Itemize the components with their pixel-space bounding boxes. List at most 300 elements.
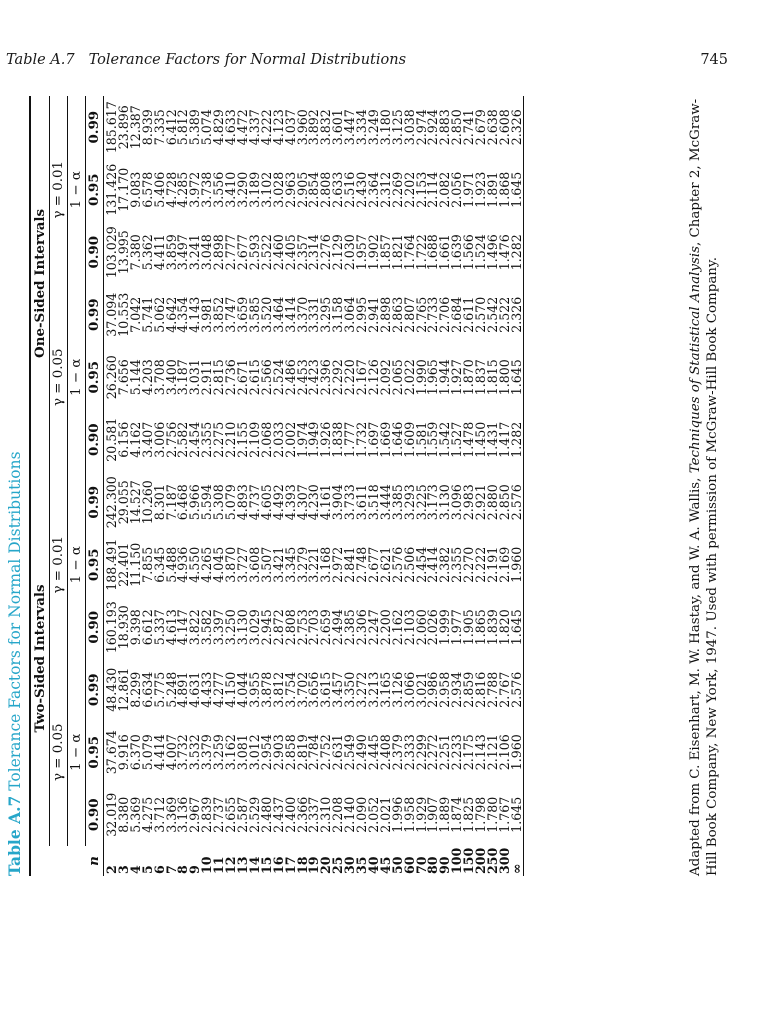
value-cell: 1.431 [485, 421, 500, 458]
value-cell: 26.260 [104, 355, 119, 400]
row-n-cell: 9 [187, 865, 203, 874]
value-cell: 1.929 [413, 796, 429, 833]
value-cell: 2.963 [282, 171, 298, 208]
value-cell: 3.293 [401, 484, 417, 521]
value-cell: 4.550 [187, 546, 203, 583]
value-cell: 4.275 [139, 796, 155, 833]
tolerance-factors-table [29, 96, 524, 876]
value-cell: 1.821 [389, 234, 405, 271]
value-cell: 3.064 [342, 296, 358, 333]
value-cell: 1.996 [389, 796, 405, 833]
value-cell: 2.292 [330, 359, 346, 396]
value-cell: 2.671 [234, 359, 250, 396]
value-cell: 3.421 [270, 546, 286, 583]
value-cell: 4.044 [234, 671, 250, 708]
value-cell: 1.527 [449, 421, 465, 458]
value-cell: 1.820 [496, 609, 512, 646]
value-cell: 2.631 [330, 734, 346, 771]
value-cell: 4.642 [163, 296, 179, 333]
value-cell: 13.995 [115, 230, 131, 275]
value-cell: 2.522 [496, 296, 512, 333]
value-cell: 3.021 [413, 671, 429, 708]
value-cell: 4.037 [282, 109, 298, 146]
value-cell: 2.175 [461, 734, 477, 771]
value-cell: 8.301 [151, 484, 167, 521]
value-cell: 5.248 [163, 671, 179, 708]
value-cell: 2.736 [223, 359, 239, 396]
value-cell: 11.150 [127, 542, 143, 587]
value-cell: 2.251 [437, 734, 453, 771]
value-cell: 2.677 [365, 546, 381, 583]
value-cell: 2.995 [354, 296, 370, 333]
value-cell: 2.608 [496, 109, 512, 146]
value-cell: 4.613 [163, 609, 179, 646]
value-cell: 2.454 [187, 421, 203, 458]
value-cell: 3.031 [187, 359, 203, 396]
row-n-cell: 3 [115, 865, 131, 874]
value-cell: 2.355 [199, 421, 215, 458]
value-cell: 2.026 [425, 609, 441, 646]
value-cell: 4.393 [282, 484, 298, 521]
row-n-cell: 300 [496, 847, 512, 874]
value-cell: 1.697 [365, 421, 381, 458]
value-cell: 3.189 [246, 171, 262, 208]
value-cell: 2.516 [342, 171, 358, 208]
value-cell: 2.270 [461, 546, 477, 583]
header-level: 0.90 [86, 221, 104, 284]
value-cell: 2.756 [163, 421, 179, 458]
value-cell: 2.494 [330, 609, 346, 646]
value-cell: 2.121 [485, 734, 500, 771]
value-cell: 2.060 [413, 609, 429, 646]
value-cell: 3.832 [318, 109, 334, 146]
value-cell: 1.764 [401, 234, 417, 271]
value-cell: 7.855 [139, 546, 155, 583]
value-cell: 3.892 [306, 109, 322, 146]
header-two-sided: Two-Sided Intervals [30, 471, 50, 846]
value-cell: 2.480 [258, 796, 274, 833]
value-cell: 2.414 [425, 546, 441, 583]
header-alpha-1: 1 − α [68, 659, 86, 847]
value-cell: 1.889 [437, 796, 453, 833]
value-cell: 2.529 [246, 796, 262, 833]
value-cell: 4.633 [223, 109, 239, 146]
value-cell: 2.767 [496, 671, 512, 708]
value-cell: 1.874 [449, 796, 465, 833]
value-cell: 9.398 [127, 609, 143, 646]
value-cell: 32.019 [104, 792, 119, 837]
value-cell: 3.334 [354, 109, 370, 146]
value-cell: 1.767 [496, 796, 512, 833]
value-cell: 3.012 [246, 734, 262, 771]
value-cell: 3.733 [342, 484, 358, 521]
value-cell: 2.941 [365, 296, 381, 333]
value-cell: 3.162 [223, 734, 239, 771]
value-cell: 2.460 [270, 234, 286, 271]
value-cell: 3.173 [425, 484, 441, 521]
value-cell: 3.400 [163, 359, 179, 396]
value-cell: 2.706 [437, 296, 453, 333]
value-cell: 2.863 [389, 296, 405, 333]
row-n-cell: 80 [425, 856, 441, 874]
row-n-cell: 16 [270, 856, 286, 874]
row-n-cell: 8 [175, 865, 191, 874]
value-cell: 1.646 [389, 421, 405, 458]
value-cell: 3.656 [306, 671, 322, 708]
value-cell: 2.326 [511, 96, 523, 159]
value-cell: 2.850 [496, 484, 512, 521]
header-level: 0.99 [86, 659, 104, 722]
value-cell: 3.397 [211, 609, 227, 646]
running-head-title: Tolerance Factors for Normal Distributions [88, 52, 407, 68]
value-cell: 2.576 [511, 471, 523, 534]
value-cell: 2.611 [461, 296, 477, 333]
header-two-sided-gamma-001: γ = 0.01 [50, 471, 68, 659]
header-row-groups [30, 96, 50, 876]
value-cell: 3.582 [199, 609, 215, 646]
value-cell: 2.129 [330, 234, 346, 271]
value-cell: 2.162 [389, 609, 405, 646]
row-n-cell: ∞ [511, 846, 523, 876]
value-cell: 1.496 [485, 234, 500, 271]
value-cell: 4.277 [211, 671, 227, 708]
header-level: 0.95 [86, 158, 104, 221]
value-cell: 131.426 [104, 163, 119, 216]
value-cell: 4.147 [175, 609, 191, 646]
header-level: 0.99 [86, 283, 104, 346]
value-cell: 2.169 [496, 546, 512, 583]
value-cell: 2.155 [234, 421, 250, 458]
header-one-sided: One-Sided Intervals [30, 96, 50, 471]
row-n-cell: 30 [342, 856, 358, 874]
value-cell: 2.741 [461, 109, 477, 146]
value-cell: 2.522 [258, 234, 274, 271]
value-cell: 1.960 [511, 534, 523, 597]
row-n-cell: 45 [377, 856, 393, 874]
value-cell: 3.738 [199, 171, 215, 208]
value-cell: 7.042 [127, 296, 143, 333]
value-cell: 2.924 [425, 109, 441, 146]
value-cell: 1.450 [473, 421, 489, 458]
row-n-cell: 35 [354, 856, 370, 874]
value-cell: 2.954 [258, 734, 274, 771]
value-cell: 3.727 [234, 546, 250, 583]
header-level: 0.99 [86, 96, 104, 159]
row-n-cell: 5 [139, 865, 155, 874]
value-cell: 3.279 [294, 546, 310, 583]
value-cell: 1.688 [425, 234, 441, 271]
value-cell: 3.225 [413, 484, 429, 521]
value-cell: 2.615 [246, 359, 262, 396]
value-cell: 1.923 [473, 171, 489, 208]
value-cell: 3.659 [234, 296, 250, 333]
value-cell: 4.829 [211, 109, 227, 146]
value-cell: 2.905 [294, 171, 310, 208]
value-cell: 2.167 [354, 359, 370, 396]
value-cell: 2.106 [496, 734, 512, 771]
value-cell: 3.125 [389, 109, 405, 146]
value-cell: 2.200 [377, 609, 393, 646]
value-cell: 5.369 [127, 796, 143, 833]
value-cell: 1.905 [461, 609, 477, 646]
value-cell: 6.345 [151, 546, 167, 583]
value-cell: 3.981 [199, 296, 215, 333]
value-cell: 1.798 [473, 796, 489, 833]
value-cell: 12.861 [115, 667, 131, 712]
value-cell: 2.679 [473, 109, 489, 146]
value-cell: 5.308 [211, 484, 227, 521]
value-cell: 2.816 [473, 671, 489, 708]
value-cell: 2.850 [449, 109, 465, 146]
value-cell: 2.737 [211, 796, 227, 833]
value-cell: 4.161 [318, 484, 334, 521]
value-cell: 2.210 [223, 421, 239, 458]
header-level: 0.99 [86, 471, 104, 534]
value-cell: 3.532 [187, 734, 203, 771]
value-cell: 2.784 [306, 734, 322, 771]
row-n-cell: 40 [365, 856, 381, 874]
value-cell: 2.911 [199, 359, 215, 396]
value-cell: 4.631 [187, 671, 203, 708]
row-n-cell: 50 [389, 856, 405, 874]
row-n-cell: 70 [413, 856, 429, 874]
value-cell: 185.617 [104, 101, 119, 154]
header-row-gamma [50, 96, 68, 876]
header-level: 0.95 [86, 346, 104, 409]
value-cell: 3.904 [330, 484, 346, 521]
value-cell: 2.233 [449, 734, 465, 771]
footnote-text-before: Adapted from C. Eisenhart, M. W. Hastay, and W. A. Wallis, [688, 473, 703, 876]
value-cell: 1.971 [461, 171, 477, 208]
value-cell: 2.385 [342, 609, 358, 646]
header-level: 0.95 [86, 721, 104, 784]
value-cell: 2.191 [485, 546, 500, 583]
header-level: 0.90 [86, 408, 104, 471]
value-cell: 1.944 [437, 359, 453, 396]
value-cell: 2.382 [437, 546, 453, 583]
value-cell: 2.222 [473, 546, 489, 583]
value-cell: 4.222 [258, 109, 274, 146]
value-cell: 3.259 [211, 734, 227, 771]
value-cell: 1.478 [461, 421, 477, 458]
value-cell: 2.453 [294, 359, 310, 396]
value-cell: 1.780 [485, 796, 500, 833]
value-cell: 3.972 [187, 171, 203, 208]
value-cell: 3.497 [175, 234, 191, 271]
table-caption[interactable] [5, 451, 25, 876]
running-head-left [6, 52, 406, 68]
row-n-cell: 7 [163, 865, 179, 874]
value-cell: 3.370 [294, 296, 310, 333]
value-cell: 2.103 [401, 609, 417, 646]
value-cell: 2.275 [211, 421, 227, 458]
value-cell: 3.130 [437, 484, 453, 521]
value-cell: 2.272 [425, 734, 441, 771]
value-cell: 3.290 [234, 171, 250, 208]
value-cell: 4.728 [163, 171, 179, 208]
value-cell: 2.333 [401, 734, 417, 771]
value-cell: 1.958 [401, 796, 417, 833]
value-cell: 2.807 [401, 296, 417, 333]
value-cell: 18.930 [115, 605, 131, 650]
value-cell: 2.437 [270, 796, 286, 833]
running-head-table-ref: Table A.7 [6, 52, 75, 68]
value-cell: 2.220 [342, 359, 358, 396]
value-cell: 3.006 [151, 421, 167, 458]
value-cell: 1.476 [496, 234, 512, 271]
value-cell: 2.002 [282, 421, 298, 458]
value-cell: 2.423 [306, 359, 322, 396]
value-cell: 1.902 [365, 234, 381, 271]
value-cell: 2.549 [342, 734, 358, 771]
value-cell: 2.312 [377, 171, 393, 208]
value-cell: 8.299 [127, 671, 143, 708]
value-cell: 1.645 [511, 158, 523, 221]
value-cell: 2.655 [223, 796, 239, 833]
value-cell: 8.939 [139, 109, 155, 146]
value-cell: 2.126 [365, 359, 381, 396]
value-cell: 2.299 [413, 734, 429, 771]
value-cell: 1.815 [485, 359, 500, 396]
value-cell: 9.083 [127, 171, 143, 208]
value-cell: 6.412 [163, 109, 179, 146]
value-cell: 4.230 [306, 484, 322, 521]
value-cell: 2.445 [365, 734, 381, 771]
value-cell: 29.055 [115, 480, 131, 525]
value-cell: 5.488 [163, 546, 179, 583]
row-n-cell: 60 [401, 856, 417, 874]
value-cell: 242.300 [104, 476, 119, 529]
value-cell: 2.986 [425, 671, 441, 708]
value-cell: 3.712 [151, 796, 167, 833]
value-cell: 2.114 [425, 171, 441, 208]
value-cell: 4.893 [234, 484, 250, 521]
value-cell: 2.068 [258, 421, 274, 458]
value-cell: 4.123 [270, 109, 286, 146]
value-cell: 5.062 [151, 296, 167, 333]
value-cell: 2.788 [485, 671, 500, 708]
value-cell: 2.819 [294, 734, 310, 771]
value-cell: 2.967 [187, 796, 203, 833]
value-cell: 5.389 [187, 109, 203, 146]
value-cell: 3.158 [330, 296, 346, 333]
value-cell: 7.380 [127, 234, 143, 271]
value-cell: 1.542 [437, 421, 453, 458]
header-level: 0.90 [86, 596, 104, 659]
value-cell: 2.400 [282, 796, 298, 833]
value-cell: 2.777 [223, 234, 239, 271]
footnote-source-title: Techniques of Statistical Analysis [688, 246, 703, 474]
value-cell: 1.639 [449, 234, 465, 271]
table-body [104, 96, 524, 876]
value-cell: 2.065 [389, 359, 405, 396]
value-cell: 1.907 [425, 796, 441, 833]
value-cell: 10.260 [139, 480, 155, 525]
value-cell: 2.808 [318, 171, 334, 208]
value-cell: 2.405 [282, 234, 298, 271]
value-cell: 2.898 [377, 296, 393, 333]
value-cell: 4.891 [175, 671, 191, 708]
value-cell: 3.702 [294, 671, 310, 708]
value-cell: 2.153 [413, 171, 429, 208]
value-cell: 3.126 [389, 671, 405, 708]
header-row-levels [86, 96, 104, 876]
value-cell: 2.109 [246, 421, 262, 458]
value-cell: 5.074 [199, 109, 215, 146]
value-cell: 6.634 [139, 671, 155, 708]
value-cell: 3.859 [163, 234, 179, 271]
value-cell: 3.168 [318, 546, 334, 583]
caption-label: Table A.7 [5, 795, 24, 876]
value-cell: 10.553 [115, 292, 131, 337]
value-cell: 2.659 [318, 609, 334, 646]
value-cell: 3.708 [151, 359, 167, 396]
value-cell: 5.966 [187, 484, 203, 521]
value-cell: 3.611 [354, 484, 370, 521]
value-cell: 3.180 [377, 109, 393, 146]
row-n-cell: 2 [104, 865, 119, 874]
value-cell: 12.387 [127, 105, 143, 150]
value-cell: 5.741 [139, 296, 155, 333]
value-cell: 2.366 [294, 796, 310, 833]
value-cell: 3.960 [294, 109, 310, 146]
row-n-cell: 25 [330, 856, 346, 874]
value-cell: 3.369 [163, 796, 179, 833]
value-cell: 3.464 [270, 296, 286, 333]
value-cell: 2.566 [258, 359, 274, 396]
row-n-cell: 200 [473, 847, 489, 874]
value-cell: 2.972 [330, 546, 346, 583]
value-cell: 2.587 [234, 796, 250, 833]
value-cell: 1.837 [473, 359, 489, 396]
value-cell: 2.524 [270, 359, 286, 396]
value-cell: 2.808 [282, 609, 298, 646]
value-cell: 1.927 [449, 359, 465, 396]
value-cell: 2.903 [270, 734, 286, 771]
row-n-cell: 6 [151, 865, 167, 874]
value-cell: 5.079 [223, 484, 239, 521]
table-footnote [687, 96, 721, 876]
value-cell: 4.433 [199, 671, 215, 708]
value-cell: 4.411 [151, 234, 167, 271]
value-cell: 2.570 [473, 296, 489, 333]
value-cell: 3.601 [330, 109, 346, 146]
value-cell: 4.045 [211, 546, 227, 583]
row-n-cell: 20 [318, 856, 334, 874]
value-cell: 37.674 [104, 730, 119, 775]
value-cell: 7.656 [115, 359, 131, 396]
value-cell: 2.396 [318, 359, 334, 396]
value-cell: 2.703 [306, 609, 322, 646]
header-n: n [86, 846, 104, 876]
running-head [6, 52, 728, 74]
value-cell: 2.033 [270, 421, 286, 458]
header-alpha-2: 1 − α [68, 471, 86, 659]
value-cell: 3.747 [223, 296, 239, 333]
row-n-cell: 150 [461, 847, 477, 874]
value-cell: 1.559 [425, 421, 441, 458]
value-cell: 9.916 [115, 734, 131, 771]
value-cell: 7.187 [163, 484, 179, 521]
value-cell: 23.896 [115, 105, 131, 150]
value-cell: 5.812 [175, 109, 191, 146]
value-cell: 2.030 [342, 234, 358, 271]
value-cell: 2.854 [306, 171, 322, 208]
value-cell: 3.048 [199, 234, 215, 271]
value-cell: 3.213 [365, 671, 381, 708]
value-cell: 3.444 [377, 484, 393, 521]
value-cell: 3.732 [175, 734, 191, 771]
